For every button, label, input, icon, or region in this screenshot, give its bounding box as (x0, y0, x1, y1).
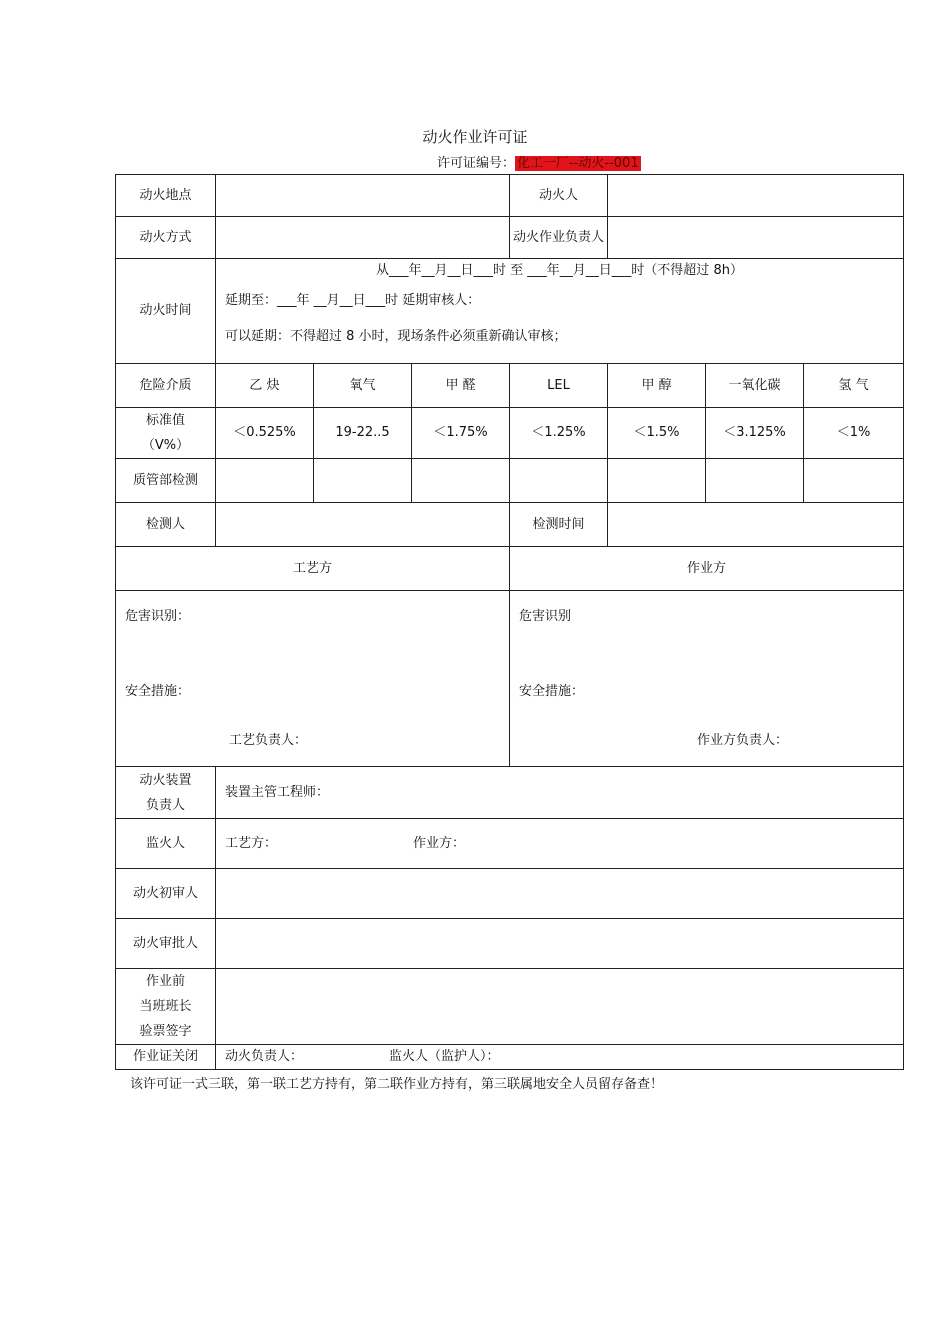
qc-field[interactable] (412, 459, 510, 503)
table-row (116, 1045, 904, 1070)
close-label: 作业证关闭 (116, 1045, 216, 1070)
page-title: 动火作业许可证 (422, 128, 528, 146)
table-row (116, 969, 904, 1045)
inspector-label: 检测人 (116, 503, 216, 547)
inspect-time-label: 检测时间 (510, 503, 608, 547)
table-row (116, 259, 904, 364)
process-side-header: 工艺方 (116, 547, 510, 591)
time-range-line: 从___年__月__日___时 至 ___年__月__日___时（不得超过 8h） (376, 263, 743, 278)
shift-sign-line3: 验票签字 (139, 1024, 192, 1039)
device-manager-label-line1: 动火装置 (139, 772, 192, 788)
process-signer: 工艺负责人： (229, 733, 308, 748)
permit-form-table (115, 174, 904, 1070)
close-watcher: 监火人（监护人）： (389, 1049, 500, 1064)
process-hazard-block[interactable] (116, 591, 510, 767)
qc-field[interactable] (216, 459, 314, 503)
media-formaldehyde: 甲 醛 (412, 364, 510, 408)
method-label: 动火方式 (116, 217, 216, 259)
table-row (116, 408, 904, 459)
work-hazard-id: 危害识别 (519, 609, 572, 624)
work-hazard-block[interactable] (510, 591, 904, 767)
media-methanol: 甲 醇 (608, 364, 706, 408)
close-leader: 动火负责人： (225, 1049, 304, 1064)
time-field[interactable] (216, 259, 904, 364)
media-hydrogen: 氢 气 (804, 364, 904, 408)
fire-watch-work: 作业方： (413, 835, 466, 851)
standard-label-line2: （V%） (141, 438, 190, 453)
table-row (116, 591, 904, 767)
close-field[interactable] (216, 1045, 904, 1070)
work-safety-measures: 安全措施： (519, 684, 585, 699)
shift-sign-line2: 当班班长 (139, 999, 192, 1014)
inspect-time-field[interactable] (608, 503, 904, 547)
table-row (116, 459, 904, 503)
table-row (116, 767, 904, 819)
media-oxygen: 氧气 (314, 364, 412, 408)
fire-watch-label: 监火人 (116, 819, 216, 869)
approval-field[interactable] (216, 919, 904, 969)
method-field[interactable] (216, 217, 510, 259)
qc-field[interactable] (706, 459, 804, 503)
media-lel: LEL (510, 364, 608, 408)
qc-label: 质管部检测 (116, 459, 216, 503)
table-row (116, 547, 904, 591)
fire-person-label: 动火人 (510, 175, 608, 217)
inspector-field[interactable] (216, 503, 510, 547)
device-manager-label (116, 767, 216, 819)
time-label: 动火时间 (116, 259, 216, 364)
work-signer: 作业方负责人： (697, 733, 789, 748)
standard-value: ＜1.25% (510, 408, 608, 459)
hazard-media-label: 危险介质 (116, 364, 216, 408)
device-manager-field[interactable]: 装置主管工程师： (216, 767, 904, 819)
permit-number-value: 化工一厂--动火--001 (517, 156, 639, 171)
process-hazard-id: 危害识别： (125, 609, 191, 624)
fire-watch-field[interactable] (216, 819, 904, 869)
standard-value: 19-22..5 (314, 408, 412, 459)
work-side-header: 作业方 (510, 547, 904, 591)
table-row (116, 175, 904, 217)
standard-value: ＜0.525% (216, 408, 314, 459)
fire-watch-process: 工艺方： (225, 835, 278, 851)
table-row (116, 217, 904, 259)
permit-number-label: 许可证编号： (437, 156, 516, 171)
qc-field[interactable] (314, 459, 412, 503)
qc-field[interactable] (608, 459, 706, 503)
standard-value: ＜1.5% (608, 408, 706, 459)
standard-label-line1: 标准值 (145, 413, 185, 428)
table-row (116, 819, 904, 869)
location-label: 动火地点 (116, 175, 216, 217)
manager-label: 动火作业负责人 (510, 217, 608, 259)
table-row (116, 503, 904, 547)
approval-label: 动火审批人 (116, 919, 216, 969)
table-row (116, 919, 904, 969)
permit-number (437, 152, 641, 171)
initial-review-field[interactable] (216, 869, 904, 919)
standard-label (116, 408, 216, 459)
table-row (116, 364, 904, 408)
location-field[interactable] (216, 175, 510, 217)
standard-value: ＜1.75% (412, 408, 510, 459)
process-safety-measures: 安全措施： (125, 684, 191, 699)
standard-value: ＜3.125% (706, 408, 804, 459)
extension-line: 延期至：___年 __月__日___时 延期审核人： (225, 293, 481, 308)
table-row (116, 869, 904, 919)
extension-rule-line: 可以延期：不得超过 8 小时，现场条件必须重新确认审核； (225, 329, 567, 344)
initial-review-label: 动火初审人 (116, 869, 216, 919)
media-acetylene: 乙 炔 (216, 364, 314, 408)
standard-value: ＜1% (804, 408, 904, 459)
shift-sign-field[interactable] (216, 969, 904, 1045)
qc-field[interactable] (510, 459, 608, 503)
shift-sign-line1: 作业前 (145, 974, 185, 989)
media-carbon-monoxide: 一氧化碳 (706, 364, 804, 408)
shift-sign-label (116, 969, 216, 1045)
footer-note: 该许可证一式三联，第一联工艺方持有，第二联作业方持有，第三联属地安全人员留存备查！ (130, 1077, 664, 1092)
qc-field[interactable] (804, 459, 904, 503)
manager-field[interactable] (608, 217, 904, 259)
device-manager-label-line2: 负责人 (145, 797, 185, 813)
fire-person-field[interactable] (608, 175, 904, 217)
